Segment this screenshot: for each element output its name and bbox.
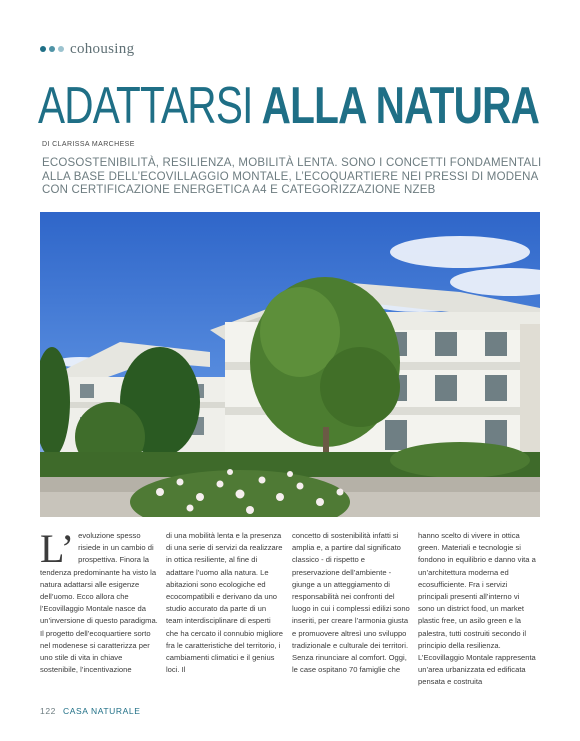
column-text: di una mobilità lenta e la presenza di una serie di servizi da realizzare in ottica resiliente, al fine di adattare l’uomo alla natura. Le abitazioni sono ecologiche ed ecocompatibili e derivano da uno studio accurato da parte di un team interdisciplinare di esperti che ha cercato il connubio migliore fra le caratteristiche del territorio, i cambiamenti climatici e il genius loci. Il xyxy=(166,531,283,675)
body-column xyxy=(40,530,158,698)
dot-icon xyxy=(58,46,64,52)
page-number: 122 xyxy=(40,706,56,716)
section-label: cohousing xyxy=(70,40,135,57)
dropcap: L’ xyxy=(40,530,75,571)
dot-icon xyxy=(49,46,55,52)
headline-light: ADATTARSI xyxy=(38,77,253,135)
photo-illustration xyxy=(40,212,540,517)
body-column xyxy=(166,530,284,698)
byline: DI CLARISSA MARCHESE xyxy=(42,141,135,148)
column-text: concetto di sostenibilità infatti si amplia e, a partire dal significato classico - di rispetto e preservazione dell’ambiente - giunge a un atteggiamento di responsabilità nei confronti del luogo in cui i complessi edilizi sono inseriti, per creare l’armonia giusta e promuovere altresì uno sviluppo tradizionale e culturale dei territori. Senza rinunciare al comfort. Oggi, le case ospitano 70 famiglie che xyxy=(292,531,410,675)
residential-building-photo xyxy=(40,212,540,517)
article-headline xyxy=(38,76,539,136)
column-text: evoluzione spesso risiede in un cambio di prospettiva. Finora la tendenza predominante ha visto la natura adattarsi alle esigenze dell’uomo. Ecco allora che l’Ecovillaggio Montale nasce da un’inversione di questo paradigma. Il progetto dell’ecoquartiere sorto nel modenese si caratterizza per uno stile di vita in chiave sostenibile, l’incentivazione xyxy=(40,531,158,675)
magazine-name: CASA NATURALE xyxy=(62,706,141,716)
dot-icon xyxy=(40,46,46,52)
page-folio xyxy=(40,706,141,716)
body-column xyxy=(292,530,410,698)
headline-bold: ALLA NATURA xyxy=(261,77,540,135)
article-body xyxy=(40,530,540,700)
lead-paragraph: ECOSOSTENIBILITÀ, RESILIENZA, MOBILITÀ LENTA. SONO I CONCETTI FONDAMENTALI ALLA BASE DELL’ECOVILLAGGIO MONTALE, L’ECOQUARTIERE NEI PRESSI DI MODENA CON CERTIFICAZIONE ENERGETICA A4 E CATEGORIZZAZIONE NZEB xyxy=(42,157,542,196)
section-kicker xyxy=(40,40,134,58)
column-text: hanno scelto di vivere in ottica green. Materiali e tecnologie si fondono in equilibrio e danno vita a un’architettura moderna ed ecosufficiente. Fra i servizi principali presenti all’interno vi sono un district food, un market plastic free, un asilo green e la palestra, tutti costruiti secondo il principio della resilienza. L’Ecovillaggio Montale rappresenta un’area urbanizzata ed edificata pensata e costruita xyxy=(418,531,536,687)
section-dots-icon xyxy=(40,46,64,52)
body-column xyxy=(418,530,536,698)
